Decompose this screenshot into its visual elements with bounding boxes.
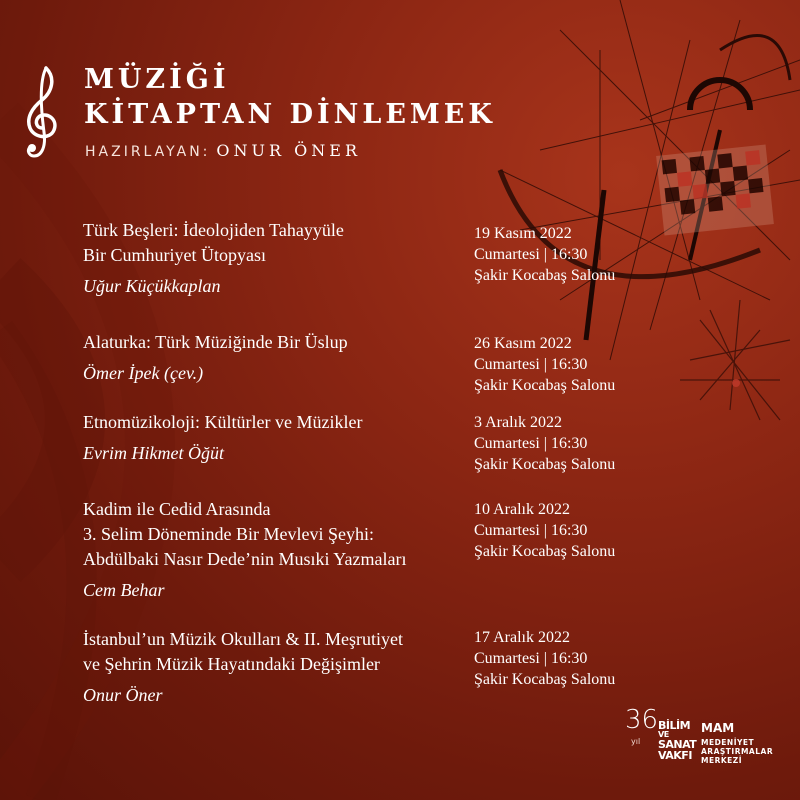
page-title-line1: MÜZİĞİ [84, 64, 230, 95]
sponsor-logos [625, 705, 785, 785]
event-day-time: Cumartesi | 16:30 [474, 650, 588, 667]
treble-clef-icon [18, 62, 68, 162]
foundation-logo-line: BİLİM [658, 719, 691, 732]
event-date: 19 Kasım 2022 [474, 225, 572, 242]
event-date: 3 Aralık 2022 [474, 414, 562, 431]
event-title-line: Alaturka: Türk Müziğinde Bir Üslup [83, 332, 348, 352]
event-title-line: Türk Beşleri: İdeolojiden Tahayyüle [83, 220, 344, 240]
event-title-line: Abdülbaki Nasır Dede’nin Musıki Yazmaları [83, 549, 407, 569]
event-title [83, 218, 463, 268]
event-speaker: Cem Behar [83, 580, 165, 600]
event-item [83, 497, 463, 603]
event-day-time: Cumartesi | 16:30 [474, 246, 588, 263]
event-title [83, 330, 463, 355]
foundation-logo-line: VAKFI [658, 749, 692, 762]
center-logo-line: ARAŞTIRMALAR [701, 747, 774, 756]
event-date: 17 Aralık 2022 [474, 629, 570, 646]
event-title-line: İstanbul’un Müzik Okulları & II. Meşrutiyet [83, 629, 403, 649]
event-item [83, 330, 463, 386]
event-title-line: ve Şehrin Müzik Hayatındaki Değişimler [83, 654, 380, 674]
event-schedule [474, 223, 674, 286]
event-speaker: Onur Öner [83, 685, 163, 705]
foundation-logo-line: VE [658, 730, 669, 739]
foundation-logo-line: SANAT [658, 738, 697, 751]
event-venue: Şakir Kocabaş Salonu [474, 671, 616, 688]
event-schedule [474, 627, 674, 690]
event-day-time: Cumartesi | 16:30 [474, 435, 588, 452]
center-logo-line: MEDENİYET [701, 738, 755, 747]
center-logo-line: MERKEZİ [701, 756, 743, 765]
event-title-line: Kadim ile Cedid Arasında [83, 499, 271, 519]
event-date: 26 Kasım 2022 [474, 335, 572, 352]
event-title-line: Bir Cumhuriyet Ütopyası [83, 245, 266, 265]
prepared-by-label: HAZIRLAYAN: [85, 144, 211, 160]
event-venue: Şakir Kocabaş Salonu [474, 456, 616, 473]
event-speaker: Uğur Küçükkaplan [83, 276, 221, 296]
center-logo-name [701, 738, 773, 765]
page-title-line2: KİTAPTAN DİNLEMEK [84, 99, 496, 130]
event-title [83, 497, 463, 572]
prepared-by [85, 143, 361, 159]
event-venue: Şakir Kocabaş Salonu [474, 377, 616, 394]
event-schedule [474, 499, 674, 562]
anniversary-unit: yıl [631, 737, 641, 746]
center-logo-abbr: MAM [701, 721, 735, 735]
prepared-by-name: ONUR ÖNER [216, 141, 361, 160]
anniversary-number: 36 [625, 705, 659, 735]
event-title-line: 3. Selim Döneminde Bir Mevlevi Şeyhi: [83, 524, 374, 544]
event-speaker: Ömer İpek (çev.) [83, 363, 204, 383]
event-day-time: Cumartesi | 16:30 [474, 356, 588, 373]
event-title [83, 410, 463, 435]
event-title [83, 627, 463, 677]
event-item [83, 218, 463, 299]
event-speaker: Evrim Hikmet Öğüt [83, 443, 224, 463]
event-date: 10 Aralık 2022 [474, 501, 570, 518]
event-schedule [474, 412, 674, 475]
event-item [83, 627, 463, 708]
foundation-logo [658, 720, 696, 761]
event-title-line: Etnomüzikoloji: Kültürler ve Müzikler [83, 412, 363, 432]
event-day-time: Cumartesi | 16:30 [474, 522, 588, 539]
event-venue: Şakir Kocabaş Salonu [474, 543, 616, 560]
event-item [83, 410, 463, 466]
event-venue: Şakir Kocabaş Salonu [474, 267, 616, 284]
event-schedule [474, 333, 674, 396]
